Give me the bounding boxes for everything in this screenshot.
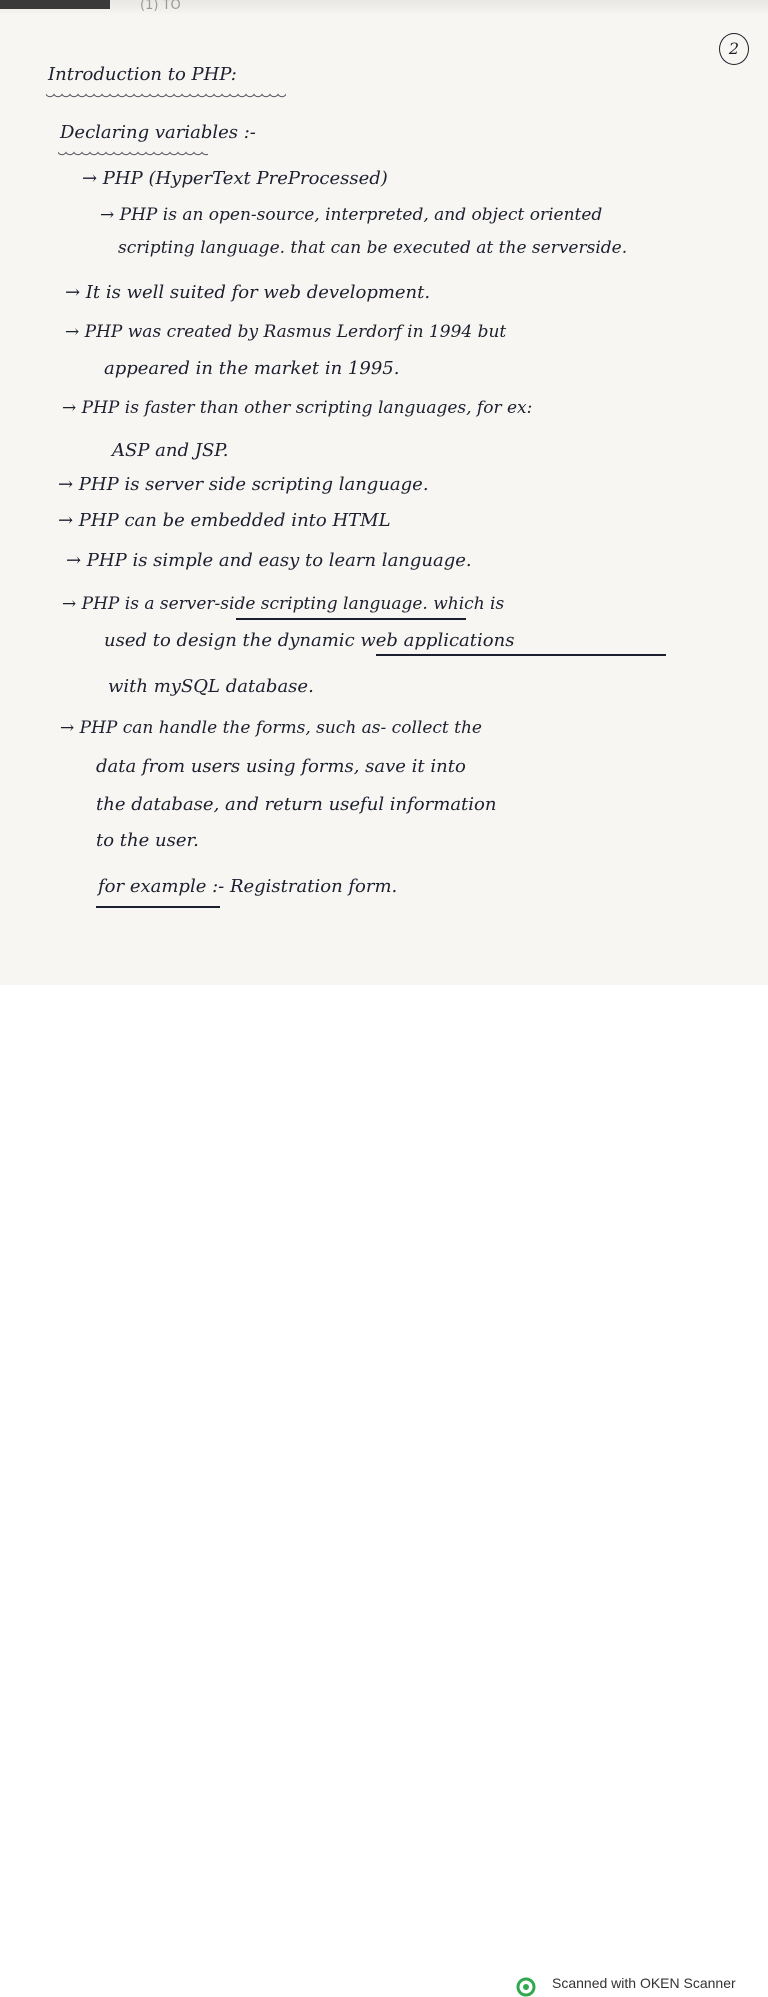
header-fragment: (1) TO bbox=[140, 0, 181, 13]
note-line: scripting language. that can be executed at the serverside. bbox=[118, 238, 628, 258]
note-line: appeared in the market in 1995. bbox=[104, 358, 400, 379]
note-line: → PHP is a server-side scripting language. which is bbox=[62, 594, 505, 614]
note-line: data from users using forms, save it into bbox=[96, 756, 466, 777]
subtitle: Declaring variables :- bbox=[60, 122, 256, 143]
note-line: ASP and JSP. bbox=[112, 440, 229, 461]
note-line: → PHP can be embedded into HTML bbox=[58, 510, 391, 531]
page-number: 2 bbox=[719, 33, 749, 65]
scanner-watermark-text: Scanned with OKEN Scanner bbox=[552, 1975, 736, 1991]
underline-dynamic-web-applications bbox=[376, 654, 666, 656]
note-line: → PHP is faster than other scripting languages, for ex: bbox=[62, 398, 533, 418]
note-line: → PHP can handle the forms, such as- collect the bbox=[60, 718, 482, 738]
note-line: with mySQL database. bbox=[108, 676, 314, 697]
note-line: → PHP (HyperText PreProcessed) bbox=[82, 168, 388, 189]
top-edge bbox=[0, 0, 768, 16]
note-line: for example :- Registration form. bbox=[98, 876, 398, 897]
note-line: → PHP is an open-source, interpreted, and object oriented bbox=[100, 205, 603, 225]
note-line: to the user. bbox=[96, 830, 199, 851]
underline-server-side-scripting bbox=[236, 618, 466, 620]
notebook-page bbox=[0, 0, 768, 985]
oken-scanner-logo-icon bbox=[516, 1977, 536, 1997]
page-title: Introduction to PHP: bbox=[48, 64, 237, 85]
note-line: → PHP was created by Rasmus Lerdorf in 1994 but bbox=[65, 322, 507, 342]
page-edge-shadow bbox=[0, 0, 110, 9]
note-line: used to design the dynamic web applications bbox=[104, 630, 515, 651]
subtitle-wavy-underline bbox=[58, 150, 208, 158]
underline-for-example bbox=[96, 906, 220, 908]
note-line: the database, and return useful information bbox=[96, 794, 497, 815]
scanner-footer bbox=[0, 985, 768, 1991]
note-line: → It is well suited for web development. bbox=[65, 282, 431, 303]
title-wavy-underline bbox=[46, 92, 286, 100]
note-line: → PHP is server side scripting language. bbox=[58, 474, 429, 495]
note-line: → PHP is simple and easy to learn language. bbox=[66, 550, 472, 571]
